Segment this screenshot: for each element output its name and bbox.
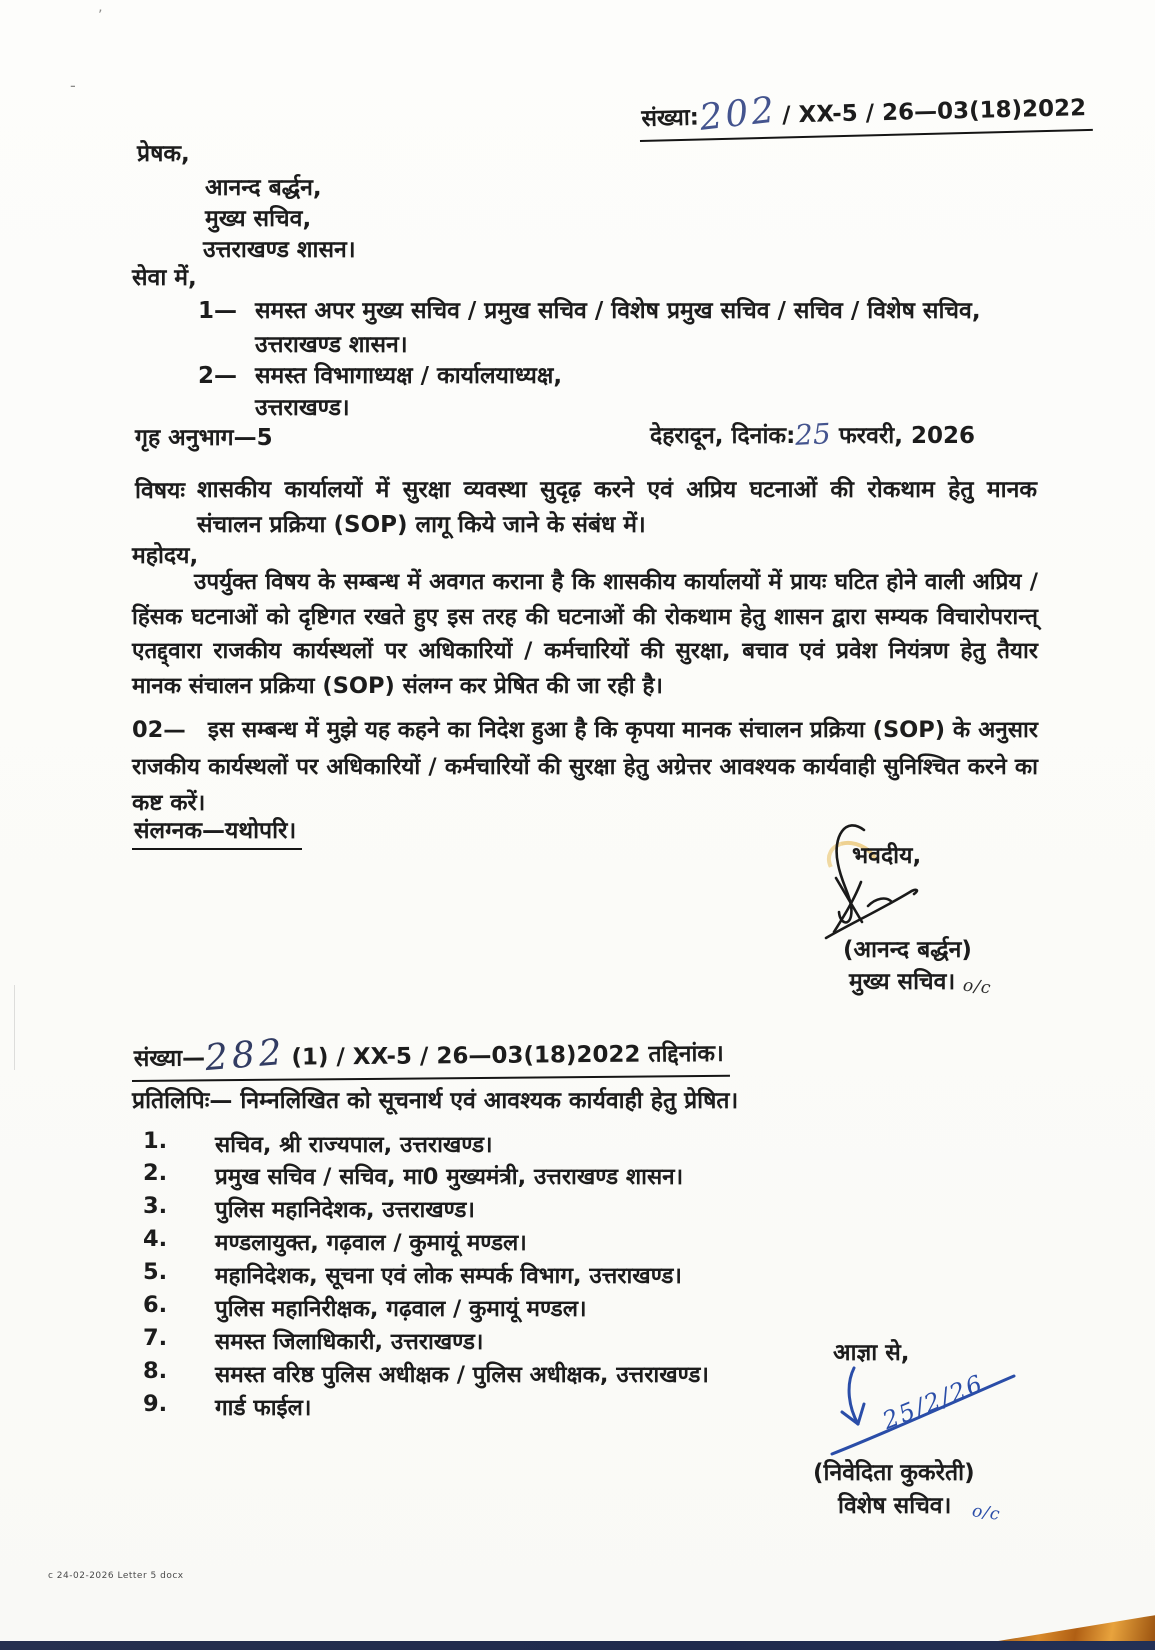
dateline-suffix: फरवरी, 2026 [838,423,975,449]
recipient-1-num: 1— [198,298,238,324]
sender-designation: मुख्य सचिव, [205,206,312,232]
by-order-text: आज्ञा से, [833,1340,910,1366]
recipient-2-line2: उत्तराखण्ड। [255,395,350,421]
section-line: गृह अनुभाग—5 [135,425,273,451]
sender-label: प्रेषक, [137,141,190,167]
ref-second-prefix: संख्या— [133,1045,206,1072]
dateline-prefix: देहरादून, दिनांक: [650,423,796,449]
ref-top-suffix: / XX-5 / 26—03(18)2022 [781,95,1087,129]
body-paragraph-2 [132,712,1038,822]
copy-item-6-text: पुलिस महानिरीक्षक, गढ़वाल / कुमायूं मण्डल। [215,1296,587,1322]
copy-item-5-num: 5. [143,1259,168,1285]
copy-item-4 [132,1226,1032,1258]
copy-item-4-num: 4. [143,1226,168,1252]
copy-item-3-text: पुलिस महानिदेशक, उत्तराखण्ड। [215,1197,475,1223]
reference-number-top [640,89,1093,142]
sender-org: उत्तराखण्ड शासन। [203,237,356,263]
copy-item-2 [132,1160,1032,1192]
oc-annotation-1: o/c [962,975,993,999]
copy-item-3-num: 3. [143,1193,168,1219]
dateline [650,419,975,451]
signatory-1-designation: मुख्य सचिव। [849,969,956,995]
copy-item-2-text: प्रमुख सचिव / सचिव, मा0 मुख्यमंत्री, उत्तराखण्ड शासन। [215,1164,684,1190]
body-paragraph-2-text: इस सम्बन्ध में मुझे यह कहने का निदेश हुआ है कि कृपया मानक संचालन प्रक्रिया (SOP) के अनुसार राजकीय कार्यस्थलों पर अधिकारियों / कर्मचारियों की सुरक्षा हेतु अग्रेत्तर आवश्यक कार्यवाही सुनिश्चित करने का कष्ट करें। [132,717,1038,816]
subject-text: शासकीय कार्यालयों में सुरक्षा व्यवस्था सुदृढ़ करने एवं अप्रिय घटनाओं की रोकथाम हेतु मानक संचालन प्रक्रिया (SOP) लागू किये जाने के संबंध में। [197,477,1037,538]
signature-anand-bardhan [806,820,946,945]
recipient-2-line1: समस्त विभागाध्यक्ष / कार्यालयाध्यक्ष, [255,363,563,389]
copy-item-7-text: समस्त जिलाधिकारी, उत्तराखण्ड। [215,1329,484,1355]
reference-number-top-underline [639,83,1093,142]
reference-number-second-underline [132,1029,730,1082]
reference-number-second [132,1031,730,1082]
signature-2-handwritten-date: 25/2/26 [878,1369,988,1435]
subject-label: विषयः [135,478,186,504]
copy-item-4-text: मण्डलायुक्त, गढ़वाल / कुमायूं मण्डल। [215,1230,527,1256]
ref-second-suffix: (1) / XX-5 / 26—03(18)2022 तद्दिनांक। [291,1040,724,1071]
desk-wood-edge [980,1612,1155,1644]
scan-mark-apostrophe: ’ [98,8,103,24]
body-paragraph-1: उपर्युक्त विषय के सम्बन्ध में अवगत कराना है कि शासकीय कार्यालयों में प्रायः घटित होने वाली अप्रिय / हिंसक घटनाओं को दृष्टिगत रखते हुए इस तरह की घटनाओं की रोकथाम हेतु शासन द्वारा सम्यक विचारोपरान्त् एतद्द्वारा राजकीय कार्यस्थलों पर अधिकारियों / कर्मचारियों की सुरक्षा, बचाव एवं प्रवेश नियंत्रण हेतु तैयार मानक संचालन प्रक्रिया (SOP) संलग्न कर प्रेषित की जा रही है। [132,569,1038,699]
copy-item-1-text: सचिव, श्री राज्यपाल, उत्तराखण्ड। [215,1132,493,1158]
footer-file-note: c 24-02-2026 Letter 5 docx [48,1571,184,1581]
copy-item-8-num: 8. [143,1358,168,1384]
recipient-1-line1: समस्त अपर मुख्य सचिव / प्रमुख सचिव / विशेष प्रमुख सचिव / सचिव / विशेष सचिव, [255,298,981,324]
recipient-1-line2: उत्तराखण्ड शासन। [255,332,408,358]
copy-item-3 [132,1193,1032,1225]
copy-item-9-text: गार्ड फाईल। [215,1395,312,1421]
copy-item-5 [132,1259,1032,1291]
copy-item-8-text: समस्त वरिष्ठ पुलिस अधीक्षक / पुलिस अधीक्षक, उत्तराखण्ड। [215,1362,709,1388]
copy-item-9-num: 9. [143,1391,168,1417]
ref-top-handwritten-number: 202 [696,89,779,139]
copy-header: प्रतिलिपिः— निम्नलिखित को सूचनार्थ एवं आवश्यक कार्यवाही हेतु प्रेषित। [132,1088,739,1114]
body-paragraph-2-num: 02— [132,717,186,743]
signatory-2-designation: विशेष सचिव। [838,1493,952,1519]
copy-item-2-num: 2. [143,1160,168,1186]
copy-item-7-num: 7. [143,1325,168,1351]
oc-annotation-2: o/c [970,1501,1002,1525]
enclosure-line [132,816,302,850]
salutation: महोदय, [132,543,199,569]
recipient-2-num: 2— [198,363,238,389]
enclosure-text: संलग्नक—यथोपरि। [132,816,302,850]
copy-item-1-num: 1. [143,1128,168,1154]
copy-item-5-text: महानिदेशक, सूचना एवं लोक सम्पर्क विभाग, उत्तराखण्ड। [215,1263,682,1289]
closing-word: भवदीय, [852,843,922,869]
signatory-2-name: (निवेदिता कुकरेती) [813,1460,975,1486]
scan-mark-dash: - [70,76,76,95]
sender-name: आनन्द बर्द्धन, [205,175,322,201]
dateline-handwritten-day: 25 [794,417,832,452]
signatory-1-name: (आनन्द बर्द्धन) [843,937,972,963]
ref-top-prefix: संख्या: [641,104,700,132]
copy-item-6 [132,1292,1032,1324]
recipients-label: सेवा में, [132,265,197,291]
copy-item-6-num: 6. [143,1292,168,1318]
scan-crease [14,985,15,1070]
bottom-navy-bar [0,1641,1155,1650]
ref-second-handwritten-number: 282 [203,1031,288,1080]
copy-item-1 [132,1128,1032,1160]
